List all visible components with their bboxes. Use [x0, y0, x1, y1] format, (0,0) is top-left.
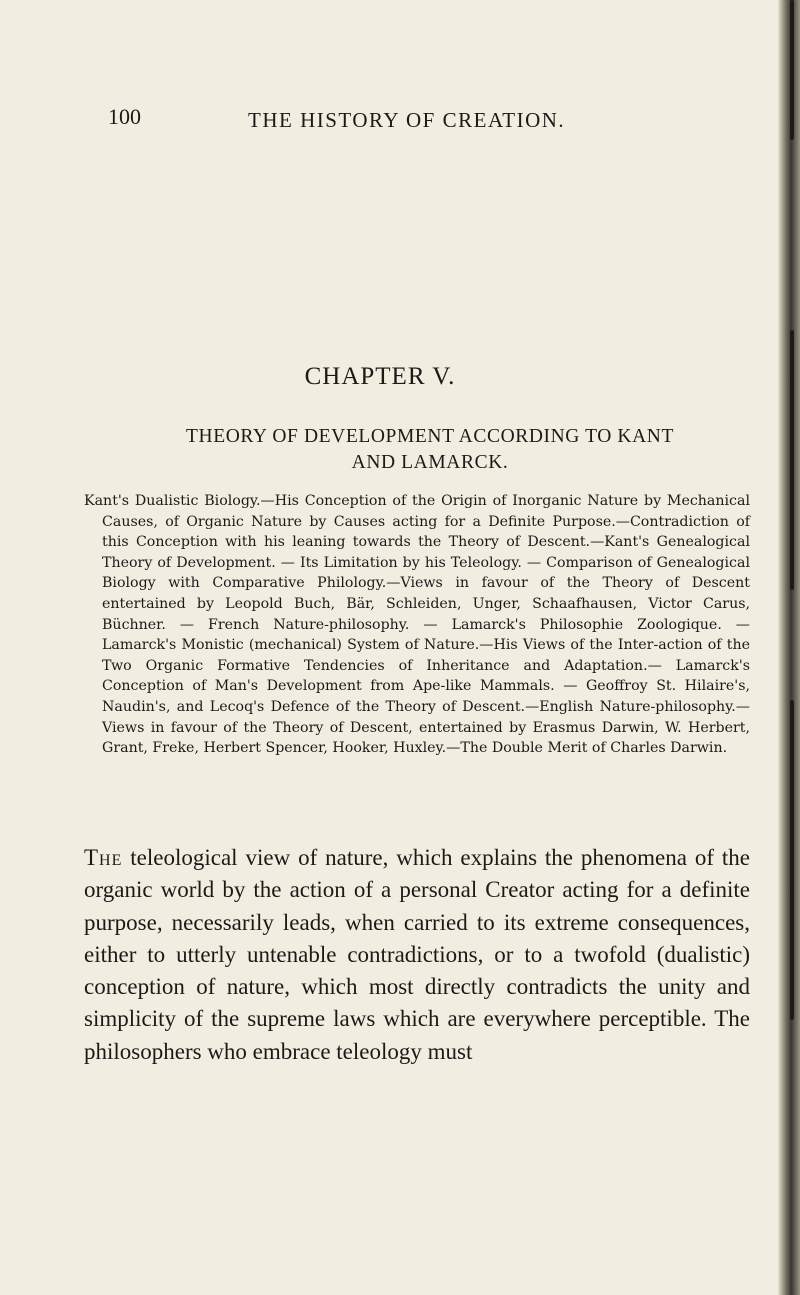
chapter-synopsis: Kant's Dualistic Biology.—His Conception of the Origin of Inorganic Nature by Mechanical Causes, of Organic Nature by Causes acting for a Definite Purpose.—Contradiction of this Conception with his leaning towards the Theory of Descent.—Kant's Genealogical Theory of Development. — Its Limitation by his Teleology. — Comparison of Genealogical Biology with Comparative Philology.—Views in favour of the Theory of Descent entertained by Leopold Buch, Bär, Schleiden, Unger, Schaafhausen, Victor Carus, Büchner. — French Nature-philosophy. — Lamarck's Philosophie Zoologique. — Lamarck's Monistic (mechanical) System of Nature.—His Views of the Inter-action of the Two Organic Formative Tendencies of Inheritance and Adaptation.— Lamarck's Conception of Man's Development from Ape-like Mammals. — Geoffroy St. Hilaire's, Naudin's, and Lecoq's Defence of the Theory of Descent.—English Nature-philosophy.—Views in favour of the Theory of Descent, entertained by Erasmus Darwin, W. Herbert, Grant, Freke, Herbert Spencer, Hooker, Huxley.—The Double Merit of Charles Darwin. [84, 493, 750, 757]
page-edge-shadow [778, 0, 800, 1295]
body-paragraph [84, 842, 750, 1068]
chapter-title [110, 424, 750, 476]
paragraph-text: teleological view of nature, which explains the phenomena of the organic world by the action of a personal Creator acting for a definite purpose, necessarily leads, when carried to its extreme consequences, either to utterly untenable contradictions, or to a twofold (dualistic) conception of nature, which most directly contradicts the unity and simplicity of the supreme laws which are everywhere perceptible. The philosophers who embrace teleology must [84, 845, 750, 1064]
running-head: THE HISTORY OF CREATION. [248, 108, 566, 132]
page-number: 100 [108, 104, 141, 129]
opening-word: The [84, 845, 123, 870]
chapter-label: CHAPTER V. [304, 363, 456, 390]
chapter-title-line-2: AND LAMARCK. [351, 452, 509, 473]
edge-streak [790, 0, 794, 140]
edge-streak [790, 330, 794, 590]
edge-streak [790, 700, 794, 1020]
chapter-title-line-1: THEORY OF DEVELOPMENT ACCORDING TO KANT [186, 426, 674, 447]
